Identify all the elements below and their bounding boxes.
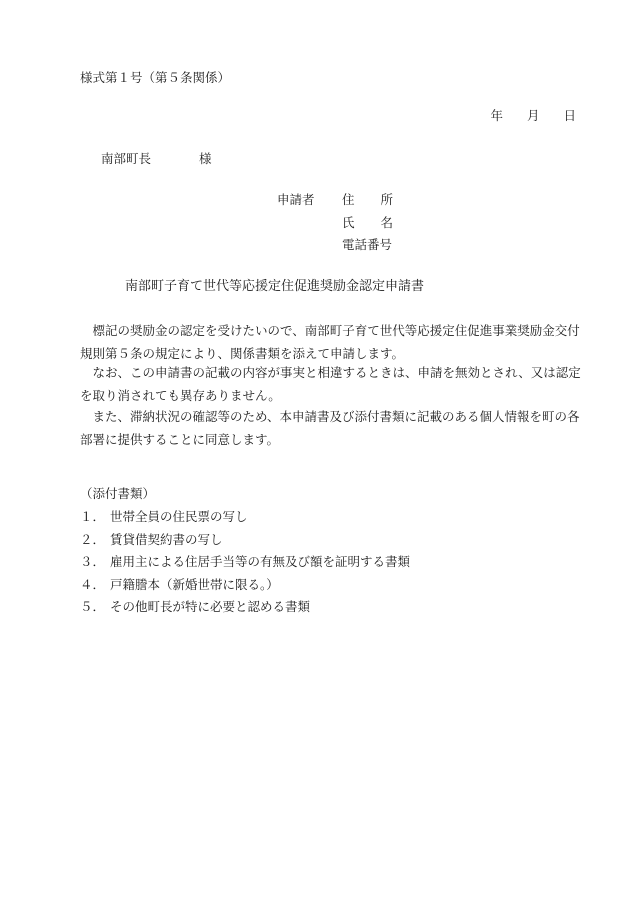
list-item: [80, 551, 410, 574]
applicant-name-label: [342, 215, 393, 231]
date-month: 月: [526, 108, 540, 123]
list-item-text: 賃貸借契約書の写し: [110, 531, 223, 547]
list-item-text: 世帯全員の住民票の写し: [110, 509, 248, 524]
name-label-char-1: 氏: [342, 215, 355, 230]
address-label-char-1: 住: [342, 192, 355, 207]
list-item-text: その他町長が特に必要と認める書類: [110, 599, 311, 614]
date-year: 年: [490, 108, 503, 123]
paragraph-1: 標記の奨励金の認定を受けたいので、南部町子育て世代等応援定住促進事業奨励金交付規則第５条の規定により、関係書類を添えて申請します。: [80, 323, 580, 361]
applicant-phone-label: 電話番号: [342, 237, 393, 252]
list-item-text: 雇用主による住居手当等の有無及び額を証明する書類: [110, 554, 411, 569]
address-label-char-2: 所: [380, 192, 394, 207]
list-item-number: ３．: [80, 554, 106, 569]
paragraph-3: また、滞納状況の確認等のため、本申請書及び添付書類に記載のある個人情報を町の各部署に提供することに同意します。: [80, 409, 580, 447]
list-item-text: 戸籍謄本（新婚世帯に限る。）: [110, 576, 279, 592]
addressee-name: 南部町長: [101, 151, 152, 166]
name-label-char-2: 名: [380, 215, 394, 230]
attachments-heading: （添付書類）: [80, 486, 156, 501]
attachments-list: [80, 506, 410, 619]
addressee-honorific: 様: [199, 151, 212, 166]
list-item: [80, 506, 410, 529]
list-item-number: ４．: [80, 576, 106, 592]
list-item: [80, 574, 410, 597]
list-item-number: １．: [80, 509, 106, 524]
document-title: 南部町子育て世代等応援定住促進奨励金認定申請書: [125, 279, 425, 294]
date-day: 日: [563, 108, 576, 123]
addressee: [101, 151, 212, 167]
applicant-label: 申請者: [277, 192, 315, 207]
list-item: [80, 529, 410, 552]
date-line: [486, 108, 576, 124]
paragraph-2: なお、この申請書の記載の内容が事実と相違するときは、申請を無効とされ、又は認定を取り消されても異存ありません。: [80, 365, 581, 403]
form-number: 様式第１号（第５条関係）: [80, 70, 231, 85]
list-item-number: ２．: [80, 531, 106, 547]
list-item-number: ５．: [80, 599, 106, 614]
list-item: [80, 596, 410, 619]
applicant-address-label: [342, 192, 393, 208]
